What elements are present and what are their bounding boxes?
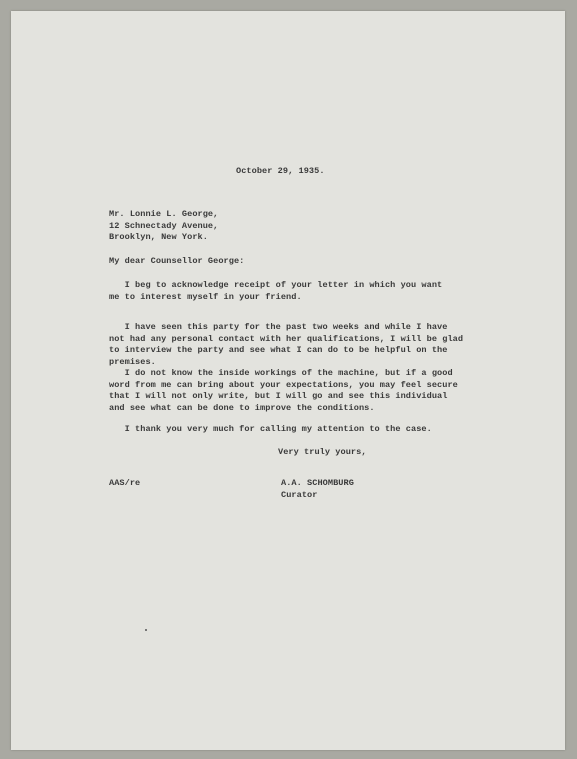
- recipient-address: [109, 209, 218, 244]
- paragraph-line: and see what can be done to improve the conditions.: [109, 402, 375, 413]
- signature-title: Curator: [281, 489, 318, 500]
- paragraph-line: not had any personal contact with her qualifications, I will be glad: [109, 333, 464, 344]
- paragraph-line: word from me can bring about your expectations, you may feel secure: [109, 379, 458, 390]
- reference-initials: AAS/re: [109, 478, 141, 488]
- paragraph-line: premises.: [109, 356, 156, 367]
- paragraph-line: me to interest myself in your friend.: [109, 291, 302, 302]
- paragraph-line: to interview the party and see what I can do to be helpful on the: [109, 345, 448, 355]
- address-line-city: Brooklyn, New York.: [109, 232, 208, 242]
- signature-name: A.A. SCHOMBURG: [281, 478, 354, 488]
- paragraph-4: [109, 424, 432, 436]
- paper-speck: [145, 629, 147, 631]
- paragraph-line: I have seen this party for the past two weeks and while I have: [109, 322, 448, 332]
- address-line-street: 12 Schnectady Avenue,: [109, 220, 219, 231]
- letter-page: [11, 11, 565, 750]
- paragraph-line: I thank you very much for calling my attention to the case.: [109, 424, 432, 434]
- signature-block: [281, 478, 354, 501]
- address-line-name: Mr. Lonnie L. George,: [109, 209, 219, 219]
- complimentary-closing: Very truly yours,: [278, 447, 367, 457]
- paragraph-line: I do not know the inside workings of the machine, but if a good: [109, 368, 453, 378]
- paragraph-3: [109, 368, 458, 414]
- paragraph-line: I beg to acknowledge receipt of your letter in which you want: [109, 280, 443, 290]
- paragraph-2: [109, 322, 463, 368]
- salutation: My dear Counsellor George:: [109, 256, 245, 266]
- paragraph-line: that I will not only write, but I will go and see this individual: [109, 391, 448, 401]
- letter-date: October 29, 1935.: [236, 166, 325, 176]
- paragraph-1: [109, 280, 442, 303]
